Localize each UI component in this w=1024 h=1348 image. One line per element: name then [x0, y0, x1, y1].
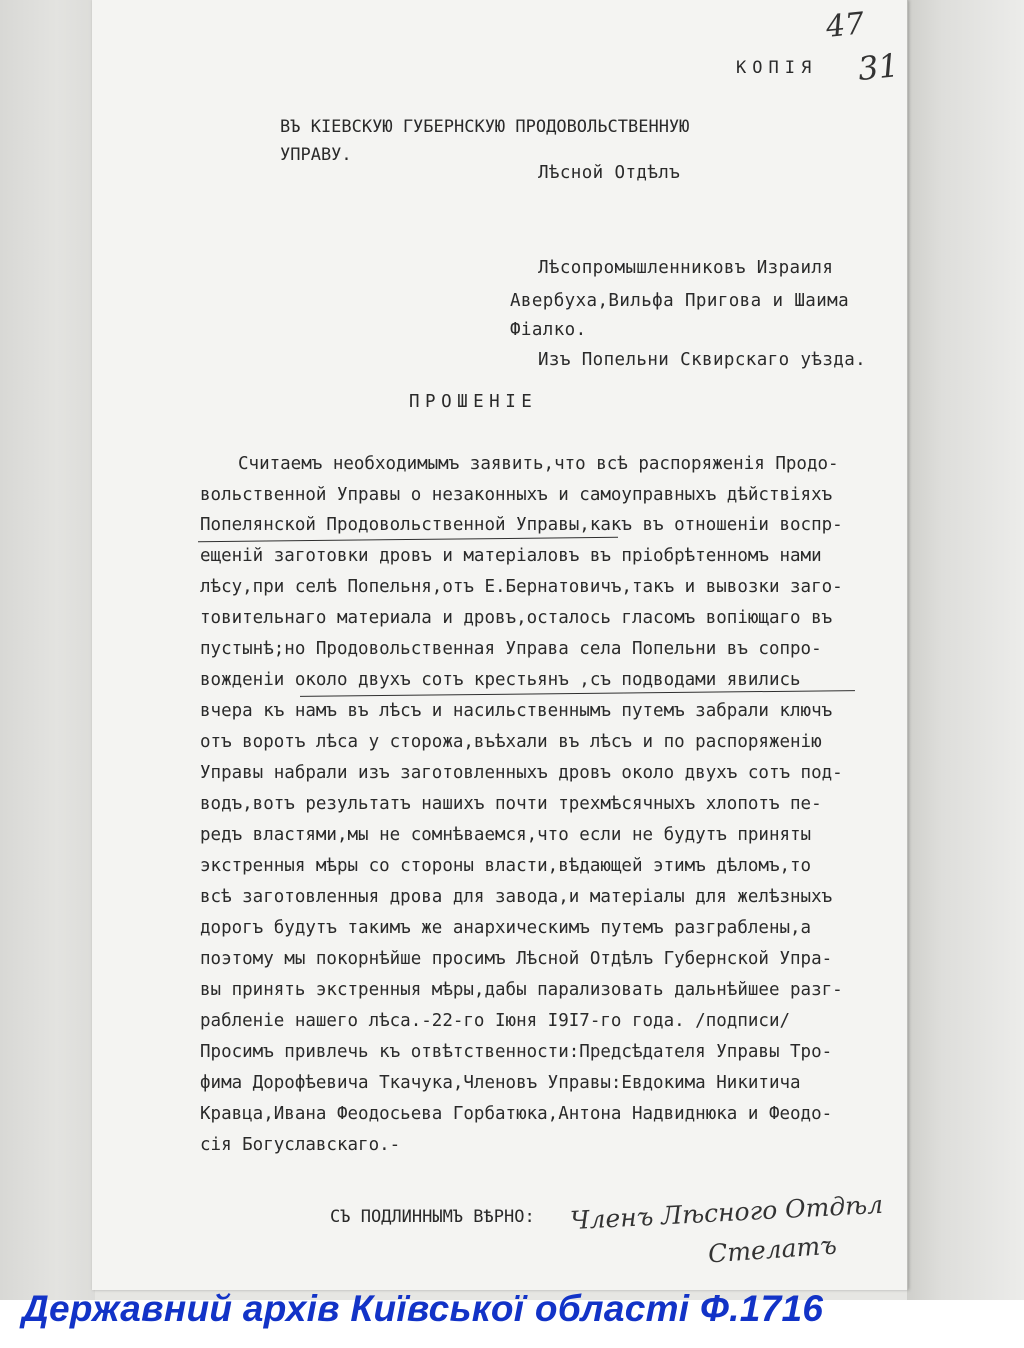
body-line: экстренныя мѣры со стороны власти,вѣдающей этимъ дѣломъ,то: [200, 856, 812, 876]
body-line: дорогъ будутъ такимъ же анархическимъ путемъ разграблены,а: [200, 918, 812, 938]
body-line: пустынѣ;но Продовольственная Управа села Попельни въ сопро-: [200, 639, 822, 659]
body-line: Просимъ привлечь къ отвѣтственности:Предсѣдателя Управы Тро-: [200, 1042, 833, 1062]
body-line: отъ воротъ лѣса у сторожа,въѣхали въ лѣсъ и по распоряженiю: [200, 732, 822, 752]
body-line: вы принять экстренныя мѣры,дабы парализовать дальнѣйшее разг-: [200, 980, 843, 1000]
scan-left-margin: [0, 0, 95, 1300]
petition-title: ПРОШЕНIЕ: [409, 392, 538, 412]
sender-line-1: Лѣсопромышленниковъ Израиля: [538, 258, 834, 278]
department: Лѣсной Отдѣлъ: [538, 163, 681, 183]
body-line: поэтому мы покорнѣйше просимъ Лѣсной Отдѣлъ Губернской Упра-: [200, 949, 833, 969]
archive-caption: Державний архів Київської області Ф.1716: [22, 1288, 824, 1329]
scan-right-margin: [907, 0, 1024, 1300]
body-line: вчера къ намъ въ лѣсъ и насильственнымъ путемъ забрали ключъ: [200, 701, 833, 721]
body-line: вольственной Управы о незаконныхъ и самоуправныхъ дѣйствiяхъ: [200, 485, 833, 505]
body-line: водъ,вотъ результатъ нашихъ почти трехмѣсячныхъ хлопотъ пе-: [200, 794, 822, 814]
handwritten-signature-line-2: Стелатъ: [707, 1230, 838, 1269]
body-line: редъ властями,мы не сомнѣваемся,что если не будутъ приняты: [200, 825, 812, 845]
sender-line-3: Фiалко.: [510, 320, 587, 340]
body-line: вожденiи около двухъ сотъ крестьянъ ,съ подводами явились: [200, 670, 801, 690]
body-line: лѣсу,при селѣ Попельня,отъ Е.Бернатовичъ,такъ и вывозки загo-: [200, 577, 843, 597]
copy-mark: КОПIЯ: [736, 58, 818, 78]
body-line: ещенiй заготовки дровъ и матерiаловъ въ прiобрѣтенномъ нами: [200, 546, 822, 566]
body-line: Управы набрали изъ заготовленныхъ дровъ около двухъ сотъ под-: [200, 763, 843, 783]
body-line: Попелянской Продовольственной Управы,какъ въ отношенiи воспр-: [200, 515, 843, 535]
body-line: сiя Богуславскаго.-: [200, 1135, 401, 1155]
sender-line-4: Изъ Попельни Сквирскаго уѣзда.: [538, 350, 867, 370]
certification-text: СЪ ПОДЛИННЫМЪ ВѢРНО:: [330, 1207, 535, 1227]
sender-line-2: Авербуха,Вильфа Пригова и Шаима: [510, 291, 850, 311]
addressee-line-1: ВЪ КIЕВСКУЮ ГУБЕРНСКУЮ ПРОДОВОЛЬСТВЕННУЮ: [280, 117, 690, 137]
body-line: товительнаго материала и дровъ,осталось гласомъ вопiющаго въ: [200, 608, 833, 628]
body-line: всѣ заготовленныя дрова для завода,и матерiалы для желѣзныхъ: [200, 887, 833, 907]
handwritten-page-number: 47: [824, 6, 866, 45]
body-line: рабленiе нашего лѣса.-22-го Iюня I9I7-го года. /подписи/: [200, 1011, 791, 1031]
body-line: Считаемъ необходимымъ заявить,что всѣ распоряженiя Продо-: [238, 454, 839, 474]
handwritten-signature-line-1: Членъ Лѣсного Отдѣл: [569, 1189, 884, 1236]
body-line: фима Дорофѣевича Ткачука,Членовъ Управы:Евдокима Никитича: [200, 1073, 801, 1093]
addressee-line-2: УПРАВУ.: [280, 145, 352, 165]
handwritten-sheet-number: 31: [856, 45, 901, 89]
body-line: Кравца,Ивана Феодосьева Горбатюка,Антона Надвиднюка и Феодо-: [200, 1104, 833, 1124]
